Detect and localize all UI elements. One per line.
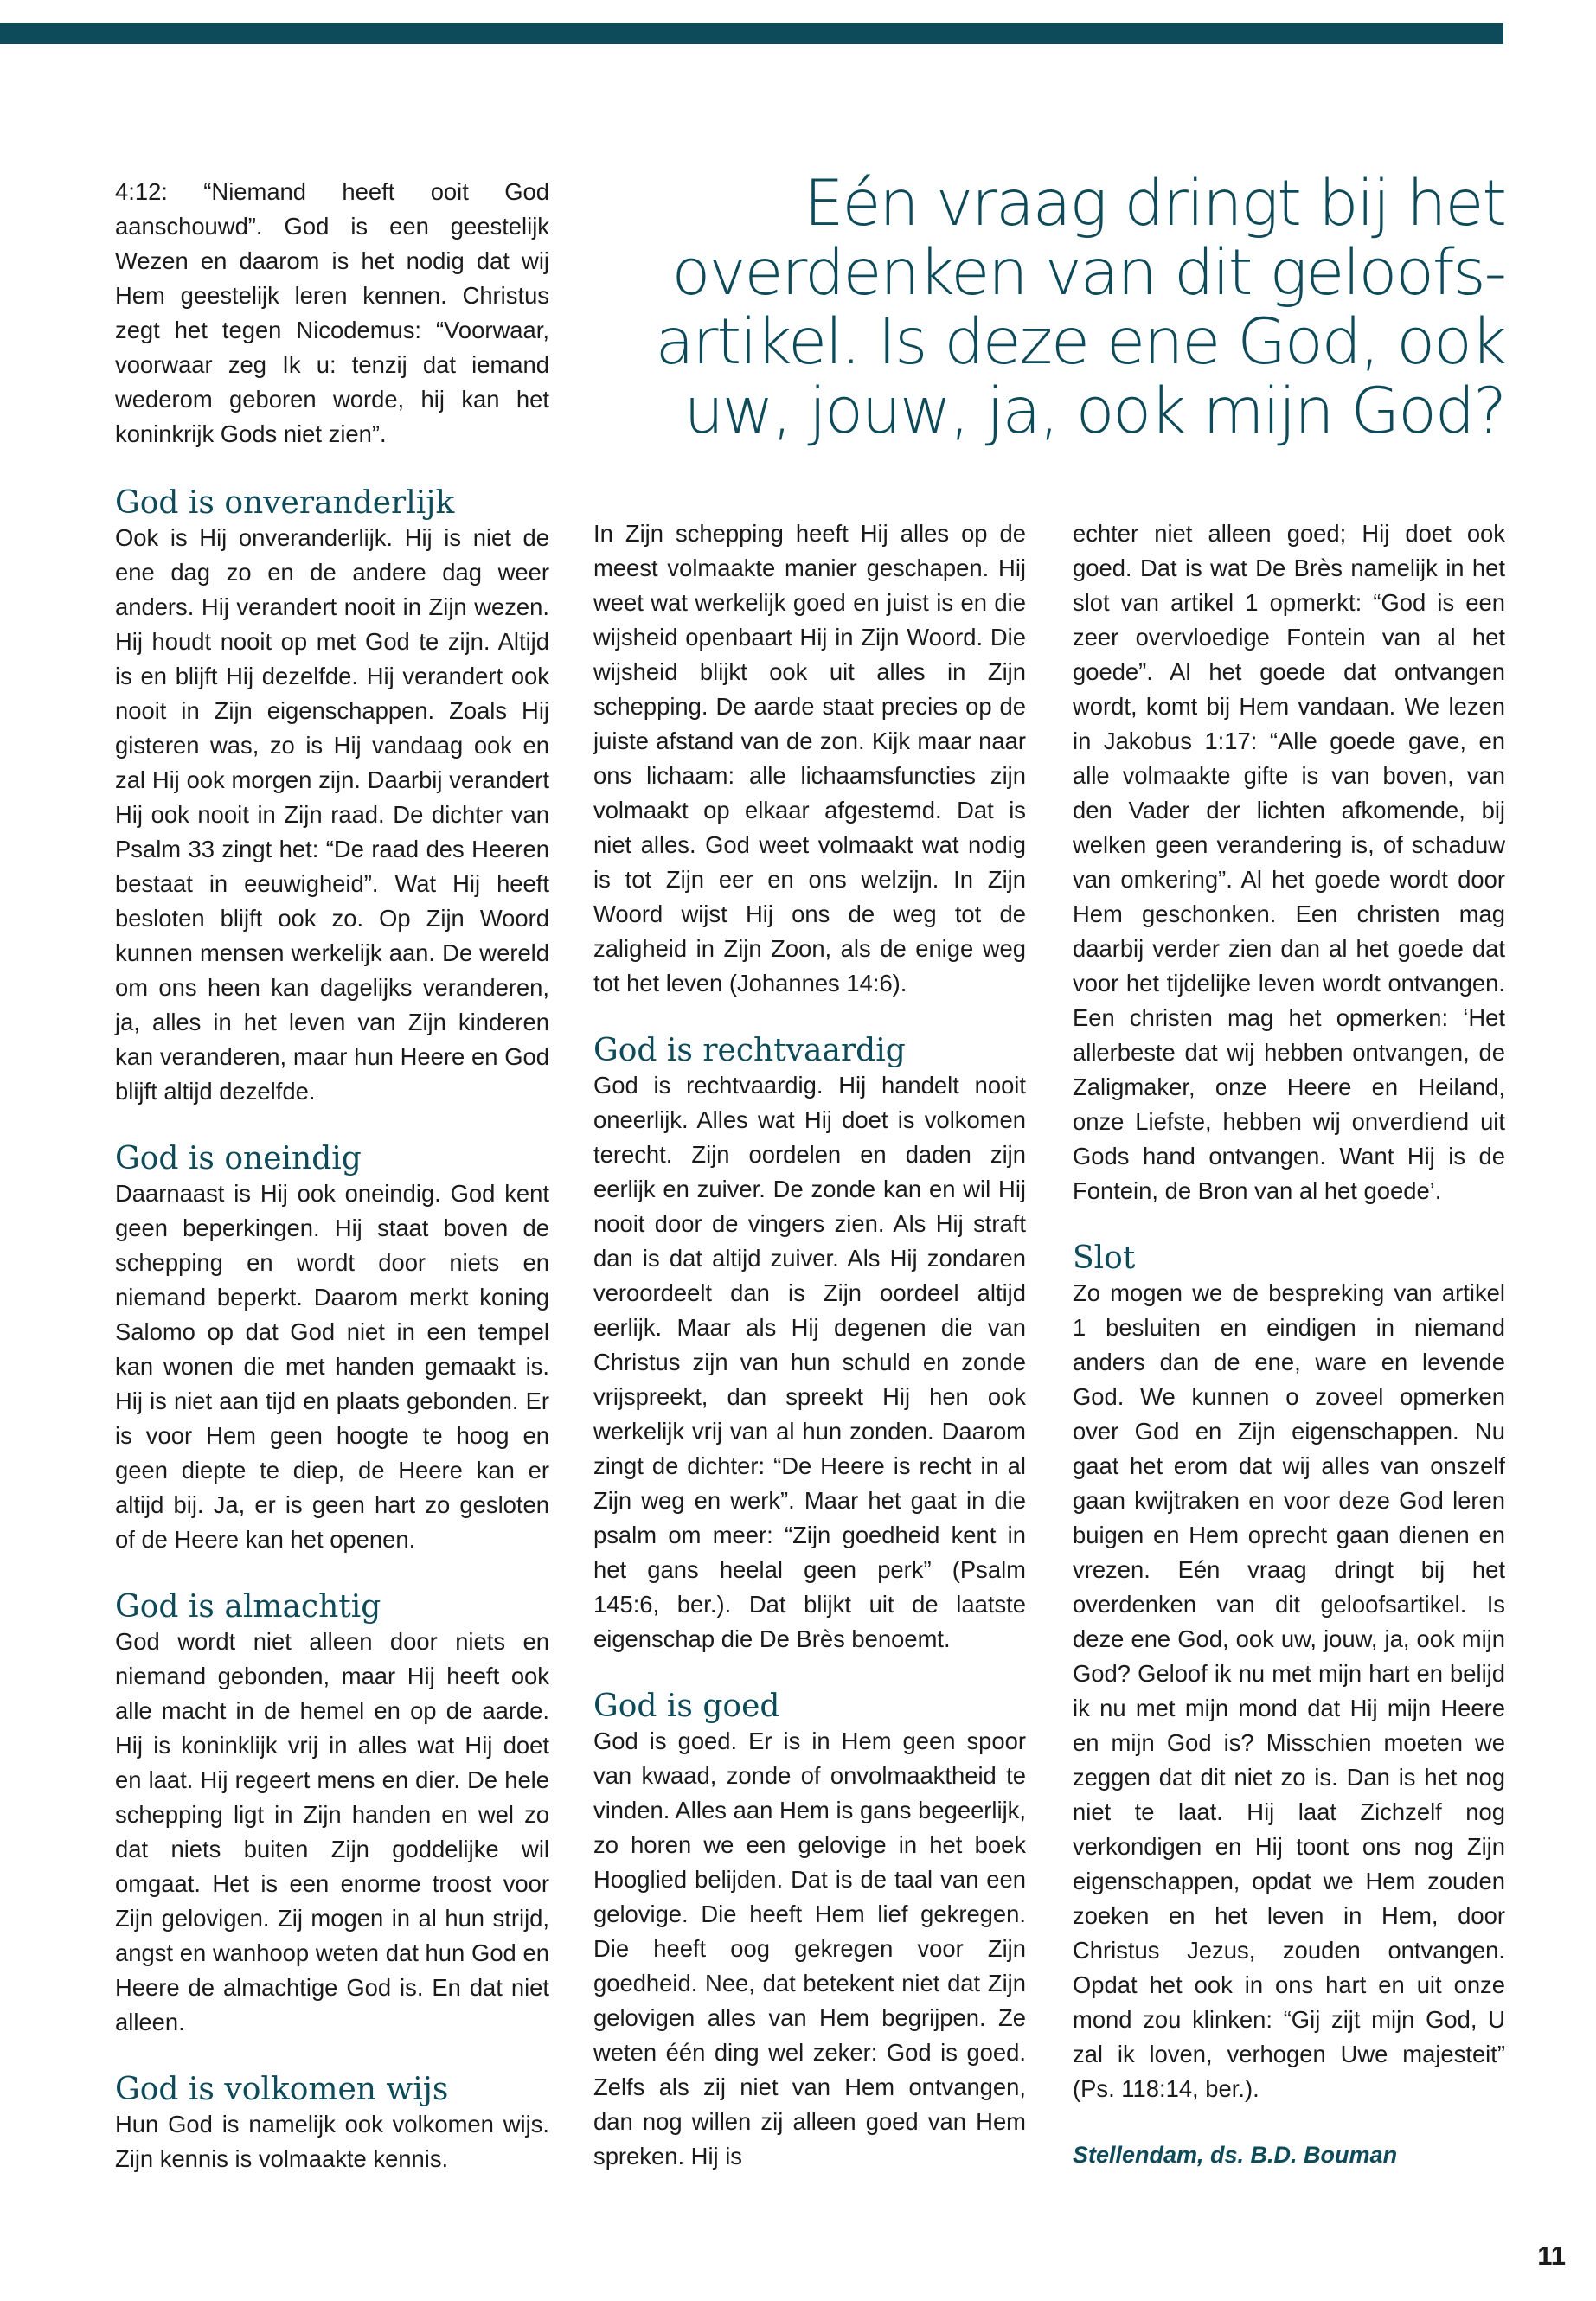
section-heading: God is rechtvaardig: [593, 1033, 906, 1068]
header-color-bar: [0, 23, 1503, 44]
section-body: Hun God is namelijk ook volkomen wijs. Zijn kennis is volmaakte kennis.: [115, 2111, 549, 2172]
section-heading: Slot: [1073, 1240, 1136, 1276]
section-body: Zo mogen we de bespreking van artikel 1 besluiten en eindigen in niemand anders dan de ene, ware en levende God. We kunnen o zoveel opmerken over God en Zijn eigenschappen. Nu gaat het erom dat wij alles van onszelf gaan kwijtraken en voor deze God leren buigen en Hem oprecht gaan dienen en vrezen. Eén vraag dringt bij het overdenken van dit geloofsartikel. Is deze ene God, ook uw, jouw, ja, ook mijn God? Geloof ik nu met mijn hart en belijd ik nu met mijn mond dat Hij mijn Heere en mijn God is? Misschien moeten we zeggen dat dit niet zo is. Dan is het nog niet te laat. Hij laat Zichzelf nog verkondigen en Hij toont ons nog Zijn eigenschappen, opdat we Hem zouden zoeken en het leven in Hem, door Christus Jezus, zouden ontvangen. Opdat het ook in ons hart en uit onze mond zou klinken: “Gij zijt mijn God, U zal ik loven, verhogen Uwe majesteit” (Ps. 118:14, ber.).: [1073, 1279, 1505, 2102]
intro-paragraph: 4:12: “Niemand heeft ooit God aanschouwd”. God is een geestelijk Wezen en daarom is het nodig dat wij Hem geestelijk leren kennen. Christus zegt het tegen Nicodemus: “Voorwaar, voorwaar zeg Ik u: tenzij dat iemand wederom geboren worde, hij kan het koninkrijk Gods niet zien”.: [115, 178, 549, 447]
section-heading: God is oneindig: [115, 1141, 362, 1176]
section-body: Daarnaast is Hij ook oneindig. God kent geen beperkingen. Hij staat boven de schepping en wordt door niets en niemand beperkt. Daarom merkt koning Salomo op dat God niet in een tempel kan wonen die met handen gemaakt is. Hij is niet aan tijd en plaats gebonden. Er is voor Hem geen hoogte te hoog en geen diepte te diep, de Heere kan er altijd bij. Ja, er is geen hart zo gesloten of de Heere kan het openen.: [115, 1180, 549, 1553]
author-signature: Stellendam, ds. B.D. Bouman: [1073, 2142, 1398, 2168]
section-slot: [1073, 1241, 1505, 2106]
column-left: [115, 175, 549, 2176]
section-goed: [593, 1689, 1026, 2174]
continued-paragraph: In Zijn schepping heeft Hij alles op de meest volmaakte manier geschapen. Hij weet wat werkelijk goed en juist is en die wijsheid openbaart Hij in Zijn Woord. Die wijsheid blijkt ook uit alles in Zijn schepping. De aarde staat precies op de juiste afstand van de zon. Kijk maar naar ons lichaam: alle lichaamsfuncties zijn volmaakt op elkaar afgestemd. Dat is niet alles. God weet volmaakt wat nodig is tot Zijn eer en ons welzijn. In Zijn Woord wijst Hij ons de weg tot de zaligheid in Zijn Zoon, als de enige weg tot het leven (Johannes 14:6).: [593, 520, 1026, 997]
section-heading: God is almachtig: [115, 1589, 381, 1625]
continued-paragraph: echter niet alleen goed; Hij doet ook goed. Dat is wat De Brès namelijk in het slot van artikel 1 opmerkt: “God is een zeer overvloedige Fontein van al het goede”. Al het goede dat ontvangen wordt, komt bij Hem vandaan. We lezen in Jakobus 1:17: “Alle goede gave, en alle volmaakte gifte is van boven, van den Vader der lichten afkomende, bij welken geen verandering is, of schaduw van omkering”. Al het goede wordt door Hem geschonken. Een christen mag daarbij verder zien dan al het goede dat voor het tijdelijke leven wordt ontvangen. Een christen mag het opmerken: ‘Het allerbeste dat wij hebben ontvangen, de Zaligmaker, onze Heere en Heiland, onze Liefste, hebben wij onverdiend uit Gods hand ontvangen. Want Hij is de Fontein, de Bron van al het goede’.: [1073, 520, 1505, 1204]
section-heading: God is volkomen wijs: [115, 2072, 449, 2107]
section-almachtig: [115, 1590, 549, 2040]
section-rechtvaardig: [593, 1034, 1026, 1657]
section-body: God wordt niet alleen door niets en niemand gebonden, maar Hij heeft ook alle macht in de hemel en op de aarde. Hij is koninklijk vrij in alles wat Hij doet en laat. Hij regeert mens en dier. De hele schepping ligt in Zijn handen en wel zo dat niets buiten Zijn goddelijke wil omgaat. Het is een enorme troost voor Zijn gelovigen. Zij mogen in al hun strijd, angst en wanhoop weten dat hun God en Heere de almachtige God is. En dat niet alleen.: [115, 1628, 549, 2035]
column-middle: [593, 516, 1026, 2174]
section-body: God is rechtvaardig. Hij handelt nooit oneerlijk. Alles wat Hij doet is volkomen terecht. Zijn oordelen en daden zijn eerlijk en zuiver. De zonde kan en wil Hij nooit door de vingers zien. Als Hij straft dan is dat altijd zuiver. Als Hij zondaren veroordeelt dan is Zijn oordeel altijd eerlijk. Maar als Hij degenen die van Christus zijn van hun schuld en zonde vrijspreekt, dan spreekt Hij hen ook werkelijk vrij van al hun zonden. Daarom zingt de dichter: “De Heere is recht in al Zijn weg en werk”. Maar het gaat in die psalm om meer: “Zijn goedheid kent in het gans heelal geen perk” (Psalm 145:6, ber.). Dat blijkt uit de laatste eigenschap die De Brès benoemt.: [593, 1072, 1026, 1652]
section-onveranderlijk: [115, 486, 549, 1109]
section-oneindig: [115, 1142, 549, 1557]
section-body: Ook is Hij onveranderlijk. Hij is niet de ene dag zo en de andere dag weer anders. Hij verandert nooit in Zijn wezen. Hij houdt nooit op met God te zijn. Altijd is en blijft Hij dezelfde. Hij verandert ook nooit in Zijn eigenschappen. Zoals Hij gisteren was, zo is Hij vandaag ook en zal Hij ook morgen zijn. Daarbij verandert Hij ook nooit in Zijn raad. De dichter van Psalm 33 zingt het: “De raad des Heeren bestaat in eeuwigheid”. Wat Hij heeft besloten blijft ook zo. Op Zijn Woord kunnen mensen werkelijk aan. De wereld om ons heen kan dagelijks veranderen, ja, alles in het leven van Zijn kinderen kan veranderen, maar hun Heere en God blijft altijd dezelfde.: [115, 524, 549, 1105]
section-heading: God is onveranderlijk: [115, 485, 455, 521]
section-wijs: [115, 2073, 549, 2176]
section-heading: God is goed: [593, 1689, 780, 1724]
page-number: 11: [1537, 2240, 1566, 2271]
section-body: God is goed. Er is in Hem geen spoor van kwaad, zonde of onvolmaaktheid te vinden. Alles aan Hem is gans begeerlijk, zo horen we een gelovige in het boek Hooglied belijden. Dat is de taal van een gelovige. Die heeft Hem lief gekregen. Die heeft oog gekregen voor Zijn goedheid. Nee, dat betekent niet dat Zijn gelovigen alles van Hem begrijpen. Ze weten één ding wel zeker: God is goed. Zelfs als zij niet van Hem ontvangen, dan nog willen zij alleen goed van Hem spreken. Hij is: [593, 1727, 1026, 2170]
pull-quote: Eén vraag dringt bij het overdenken van dit geloofs-artikel. Is deze ene God, ook uw, jouw, ja, ook mijn God?: [655, 167, 1505, 448]
column-right: [1073, 516, 1505, 2106]
